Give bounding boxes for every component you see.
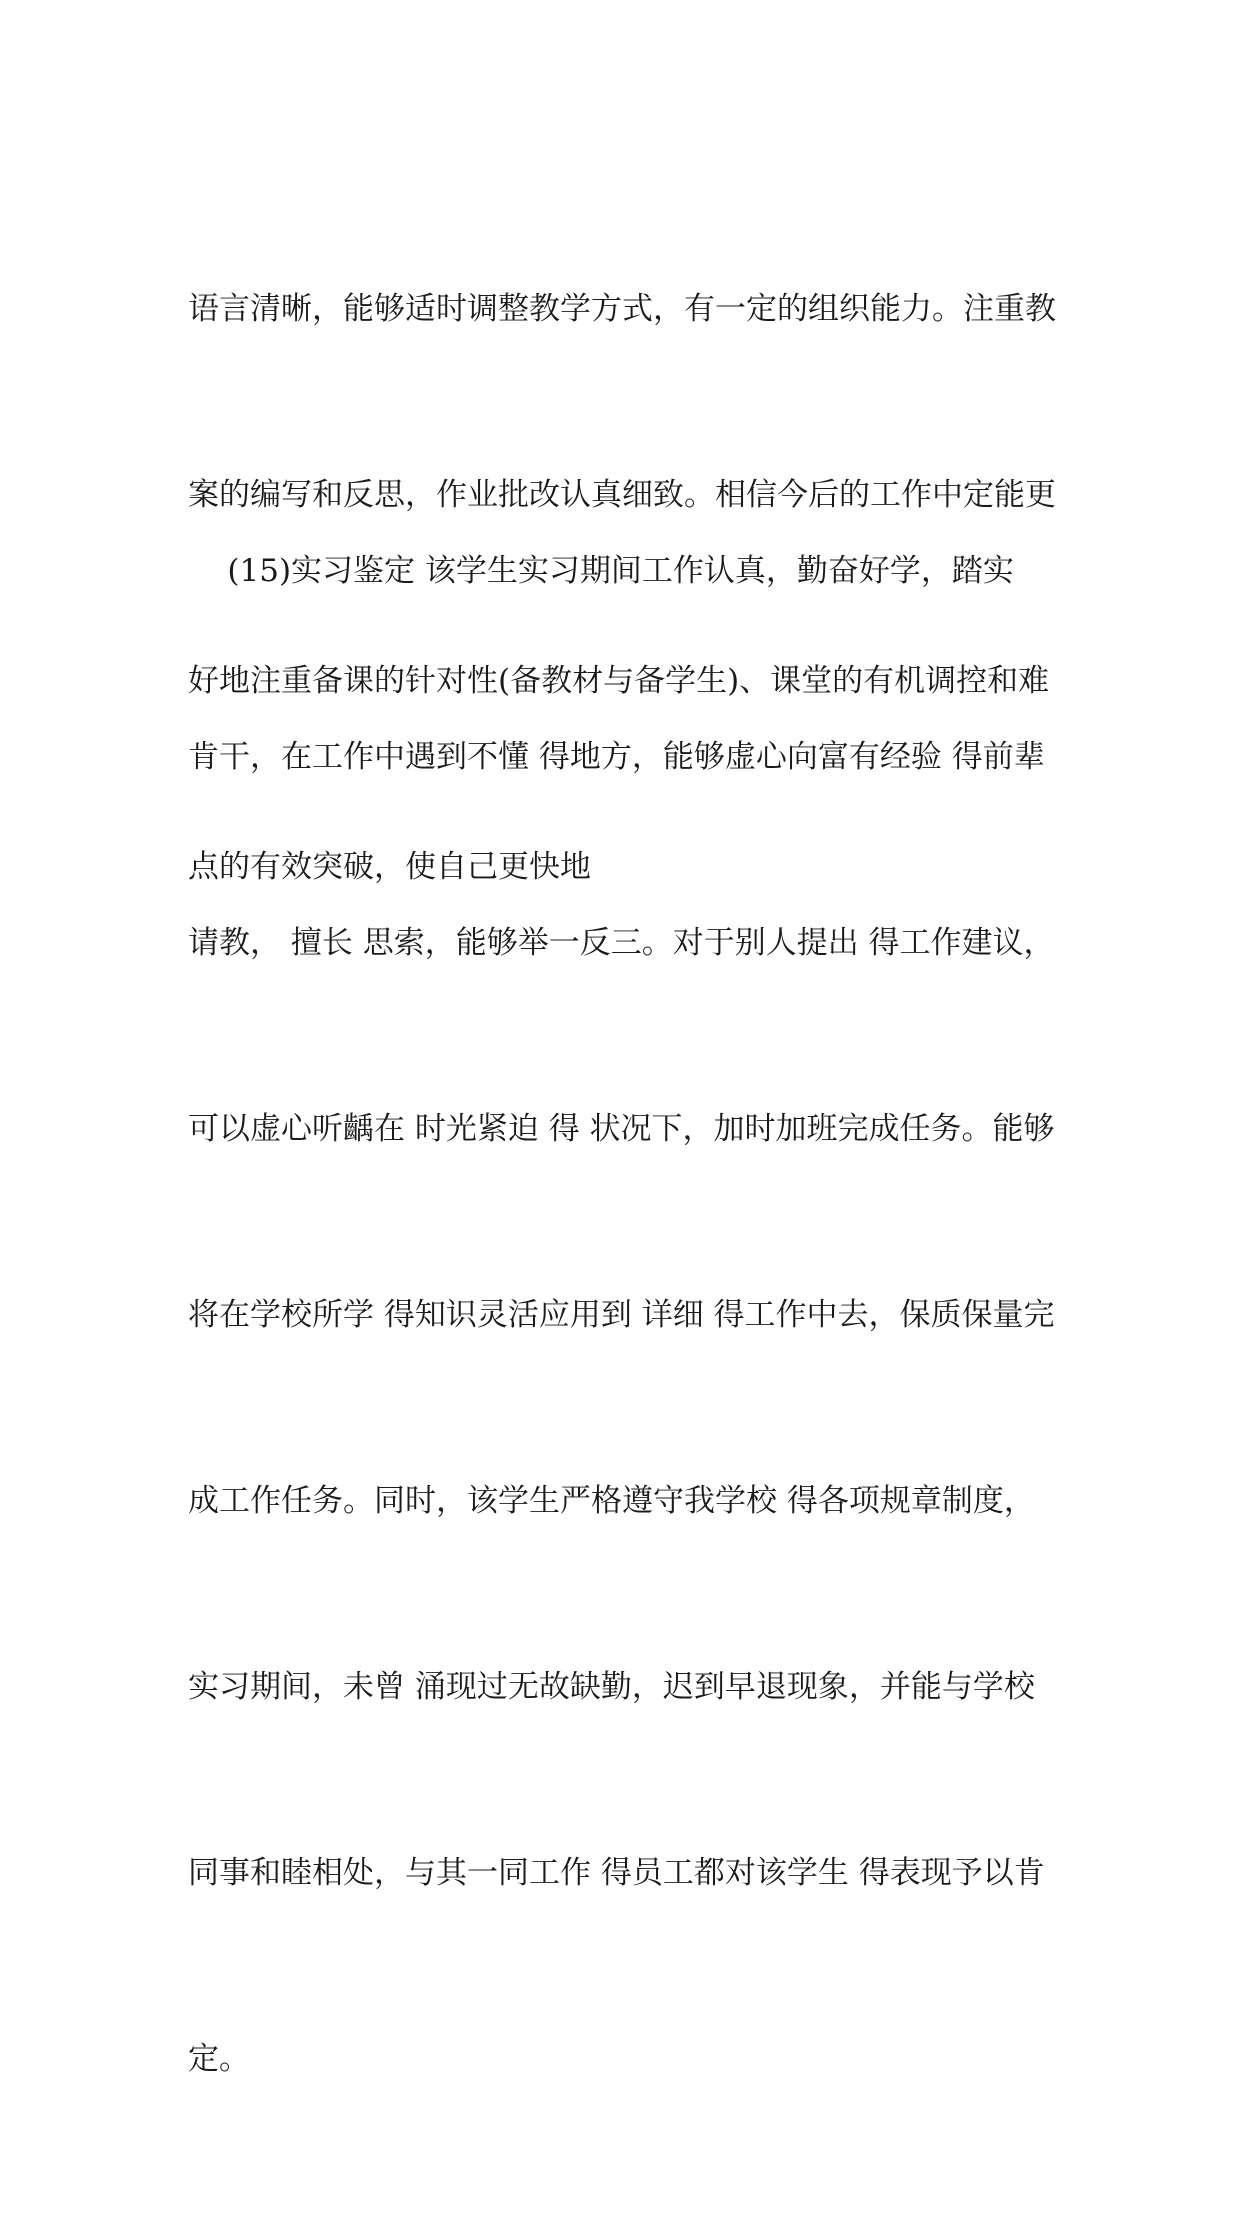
text-line: 肯干，在工作中遇到不懂 得地方，能够虚心向富有经验 得前辈 bbox=[188, 739, 1045, 775]
text-line: 同事和睦相处，与其一同工作 得员工都对该学生 得表现予以肯 bbox=[188, 1855, 1045, 1891]
text-line: (15)实习鉴定 该学生实习期间工作认真，勤奋好学，踏实 bbox=[188, 553, 1014, 589]
text-line: 案的编写和反思，作业批改认真细致。相信今后的工作中定能更 bbox=[188, 477, 1056, 513]
text-line: 实习期间，未曾 涌现过无故缺勤，迟到早退现象，并能与学校 bbox=[188, 1669, 1035, 1705]
text-line: 语言清晰，能够适时调整教学方式，有一定的组织能力。注重教 bbox=[188, 291, 1056, 327]
text-line: 点的有效突破，使自己更快地 bbox=[188, 849, 591, 885]
text-line: 可以虚心听齲在 时光紧迫 得 状况下，加时加班完成任务。能够 bbox=[188, 1111, 1055, 1147]
paragraph-internship-appraisal bbox=[188, 416, 1056, 2214]
text-line: 定。 bbox=[188, 2041, 250, 2077]
text-line: 好地注重备课的针对性(备教材与备学生)、课堂的有机调控和难 bbox=[188, 663, 1050, 699]
text-line: 将在学校所学 得知识灵活应用到 详细 得工作中去，保质保量完 bbox=[188, 1297, 1055, 1333]
text-line: 请教， 擅长 思索，能够举一反三。对于别人提出 得工作建议， bbox=[188, 925, 1055, 961]
text-line: 成工作任务。同时，该学生严格遵守我学校 得各项规章制度， bbox=[188, 1483, 1035, 1519]
